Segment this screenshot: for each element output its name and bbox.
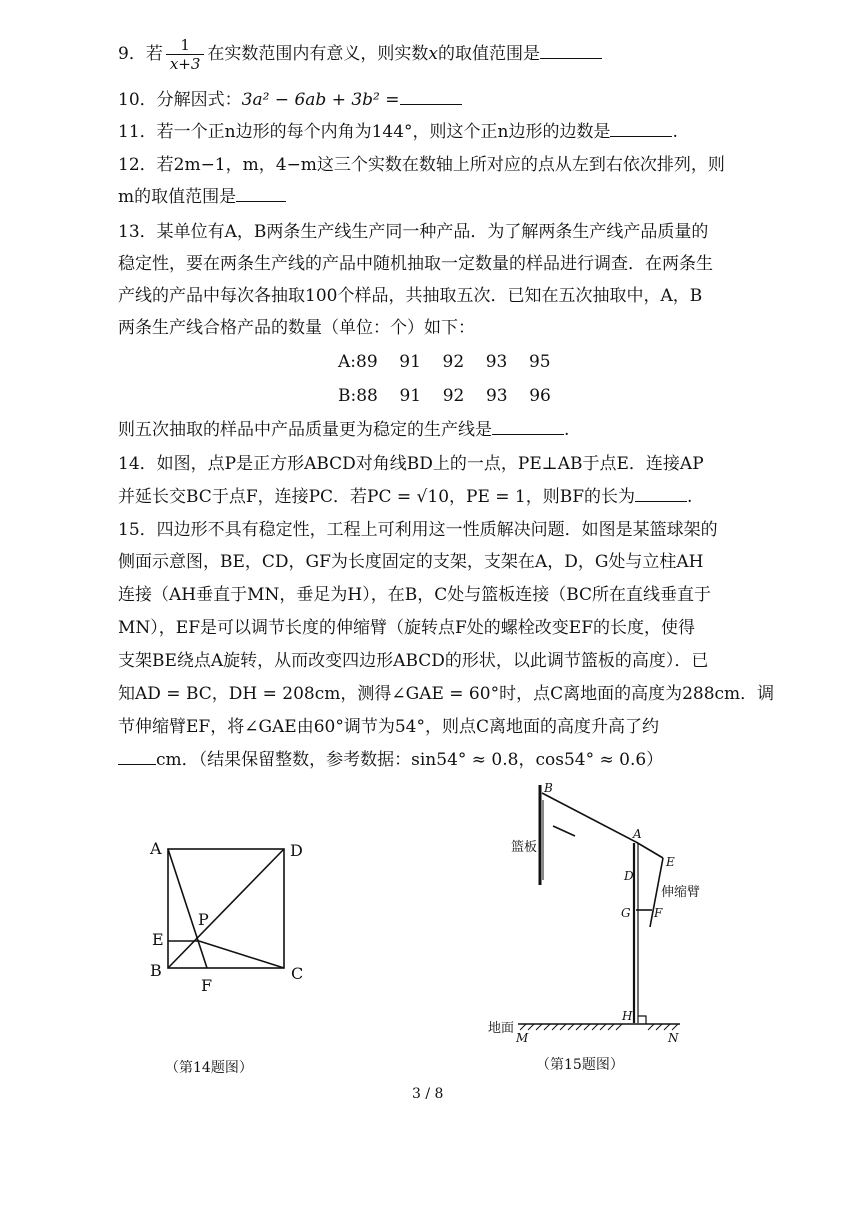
label-d: D (290, 841, 303, 860)
strut-be (542, 793, 636, 842)
answer-blank (540, 42, 602, 59)
question-12-line2: m的取值范围是 (118, 185, 758, 209)
question-14-line1: 14．如图，点P是正方形ABCD对角线BD上的一点，PE⊥AB于点E．连接AP (118, 454, 704, 474)
label-b: B (150, 961, 162, 980)
question-11: 11．若一个正n边形的每个内角为144°，则这个正n边形的边数是 . (118, 122, 678, 142)
label-h: H (622, 1009, 633, 1023)
question-15-line7: 节伸缩臂EF，将∠GAE由60°调节为54°，则点C离地面的高度升高了约 (118, 717, 659, 737)
question-15-line4: MN），EF是可以调节长度的伸缩臂（旋转点F处的螺栓改变EF的长度，使得 (118, 618, 695, 638)
answer-blank (400, 88, 462, 105)
answer-blank (118, 748, 156, 765)
label-f: F (201, 976, 213, 995)
label-e: E (666, 855, 675, 869)
label-e: E (152, 930, 164, 949)
label-a: A (150, 839, 162, 858)
figure-15-caption: （第15题图） (536, 1057, 624, 1073)
label-n: N (668, 1031, 679, 1045)
question-15-line1: 15．四边形不具有稳定性，工程上可利用这一性质解决问题．如图是某篮球架的 (118, 520, 718, 540)
question-13-line5: 则五次抽取的样品中产品质量更为稳定的生产线是 . (118, 420, 570, 440)
question-9: 9．若 $\frac{1}{x+3}$ 在实数范围内有意义，则实数x的取值范围是 (118, 36, 758, 73)
strut-cd (553, 826, 575, 836)
question-13-line1: 13．某单位有A，B两条生产线生产同一种产品．为了解两条生产线产品质量的 (118, 222, 709, 242)
answer-blank (635, 485, 687, 502)
label-g: G (621, 906, 631, 920)
data-row-b: B:88 91 92 93 96 (338, 386, 551, 406)
question-15-line6: 知AD = BC，DH = 208cm，测得∠GAE = 60°时，点C离地面的高度为288cm．调 (118, 684, 775, 704)
label-m: M (516, 1031, 529, 1045)
question-14-line2: 并延长交BC于点F，连接PC．若PC = √10，PE = 1，则BF的长为 . (118, 487, 693, 507)
question-13-line2: 稳定性，要在两条生产线的产品中随机抽取一定数量的样品进行调查．在两条生 (118, 254, 713, 274)
ground-hatching (520, 1024, 678, 1030)
segment-af (168, 849, 207, 968)
question-15-line3: 连接（AH垂直于MN，垂足为H），在B，C处与篮板连接（BC所在直线垂直于 (118, 585, 712, 605)
question-13-line4: 两条生产线合格产品的数量（单位：个）如下： (118, 318, 475, 338)
label-a: A (633, 827, 642, 841)
label-d: D (624, 869, 634, 883)
data-row-a: A:89 91 92 93 95 (338, 352, 551, 372)
label-b: B (544, 781, 553, 795)
label-p: P (198, 910, 209, 929)
answer-blank (236, 185, 286, 202)
arm-label: 伸缩臂 (661, 885, 701, 900)
page-number: 3 / 8 (412, 1086, 444, 1102)
right-angle-mark (638, 1016, 646, 1024)
figure-14 (140, 830, 330, 1000)
question-15-line2: 侧面示意图，BE，CD，GF为长度固定的支架，支架在A，D，G处与立柱AH (118, 552, 704, 572)
question-12-line1: 12．若2m−1，m，4−m这三个实数在数轴上所对应的点从左到右依次排列，则 (118, 155, 725, 175)
answer-blank (610, 120, 672, 137)
question-15-line5: 支架BE绕点A旋转，从而改变四边形ABCD的形状，以此调节篮板的高度）．已 (118, 651, 709, 671)
segment-pc (199, 941, 284, 968)
label-f: F (654, 906, 663, 920)
backboard-label: 篮板 (511, 840, 538, 855)
question-13-line3: 产线的产品中每次各抽取100个样品，共抽取五次．已知在五次抽取中，A，B (118, 286, 703, 306)
figure-14-caption: （第14题图） (165, 1060, 253, 1076)
question-15-line8: cm．（结果保留整数，参考数据：sin54° ≈ 0.8，cos54° ≈ 0.6） (118, 748, 758, 772)
question-10: 10．分解因式：3a² − 6ab + 3b² = (118, 88, 758, 112)
answer-blank (492, 418, 564, 435)
figure-15 (480, 775, 710, 1050)
label-c: C (291, 964, 304, 983)
fraction: $\frac{1}{x+3}$ (166, 36, 205, 73)
ground-label: 地面 (488, 1021, 515, 1036)
